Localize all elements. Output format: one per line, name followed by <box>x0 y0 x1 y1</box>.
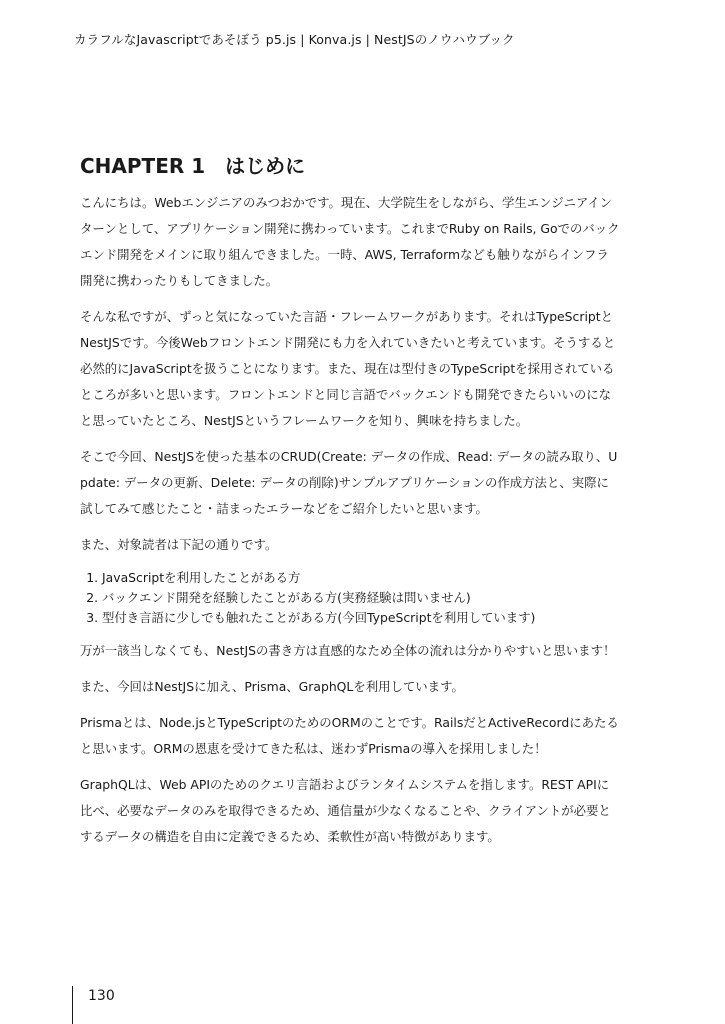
running-header: カラフルなJavascriptであそぼう p5.js | Konva.js | NestJSのノウハウブック <box>74 32 515 47</box>
motivation-paragraph: そんな私ですが、ずっと気になっていた言語・フレームワークがあります。それはTypeScriptとNestJSです。今後Webフロントエンド開発にも力を入れていきたいと考えています。そうすると必然的にJavaScriptを扱うことになります。また、現在は型付きのTypeScriptを採用されているところが多いと思います。フロントエンドと同じ言語でバックエンドも開発できたらいいのになと思っていたところ、NestJSというフレームワークを知り、興味を持ちました。 <box>80 309 616 428</box>
page-number-rule <box>72 986 73 1024</box>
audience-list <box>80 568 620 628</box>
reassurance-paragraph: 万が一該当しなくても、NestJSの書き方は直感的なため全体の流れは分かりやすいと思います！ <box>80 643 616 658</box>
chapter-body <box>80 190 620 860</box>
purpose-paragraph: そこで今回、NestJSを使った基本のCRUD(Create: データの作成、Read: データの読み取り、Update: データの更新、Delete: データの削除)サンプルアプリケーションの作成方法と、実際に試してみて感じたこと・詰まったエラーなどをご紹介したいと思います。 <box>80 449 618 516</box>
list-item: 3. 型付き言語に少しでも触れたことがある方(今回TypeScriptを利用しています) <box>102 608 620 628</box>
intro-paragraph: こんにちは。Webエンジニアのみつおかです。現在、大学院生をしながら、学生エンジニアインターンとして、アプリケーション開発に携わっています。これまでRuby on Rails, Goでのバックエンド開発をメインに取り組んできました。一時、AWS, Terraformなども触りながらインフラ開発に携わったりもしてきました。 <box>80 195 620 288</box>
chapter-title: CHAPTER 1 はじめに <box>80 154 306 178</box>
list-item: 2. バックエンド開発を経験したことがある方(実務経験は問いません) <box>102 588 620 608</box>
tools-paragraph: また、今回はNestJSに加え、Prisma、GraphQLを利用しています。 <box>80 679 464 694</box>
list-item: 1. JavaScriptを利用したことがある方 <box>102 568 620 588</box>
audience-intro-paragraph: また、対象読者は下記の通りです。 <box>80 537 278 552</box>
prisma-paragraph: Prismaとは、Node.jsとTypeScriptのためのORMのことです。RailsだとActiveRecordにあたると思います。ORMの恩恵を受けてきた私は、迷わずPrismaの導入を採用しました！ <box>80 715 619 756</box>
page-number: 130 <box>88 988 115 1004</box>
graphql-paragraph: GraphQLは、Web APIのためのクエリ言語およびランタイムシステムを指します。REST APIに比べ、必要なデータのみを取得できるため、通信量が少なくなることや、クライアントが必要とするデータの構造を自由に定義できるため、柔軟性が高い特徴があります。 <box>80 777 611 844</box>
